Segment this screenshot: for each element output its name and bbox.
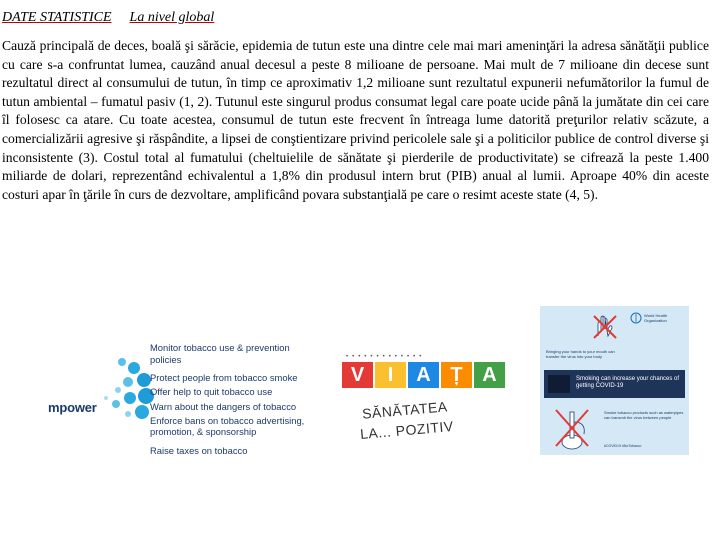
crossed-hand-icon: [590, 312, 620, 342]
mpower-item: Enforce bans on tobacco advertising, promotion, & sponsorship: [150, 414, 305, 438]
mpower-item: Warn about the dangers of tobacco: [150, 400, 297, 412]
viata-banner: [342, 362, 505, 388]
viata-letter-tile: Ț: [441, 362, 472, 388]
mpower-item: Offer help to quit tobacco use: [150, 386, 273, 398]
who-headline-bar: [544, 370, 685, 398]
who-text-hands: Bringing your hands to your mouth can transfer the virus into your body: [546, 349, 615, 359]
viata-letter-tile: A: [408, 362, 439, 388]
heading-title: DATE STATISTICE: [2, 10, 112, 25]
viata-slogan-line1: SĂNĂTATEA: [361, 398, 449, 422]
who-hashtags: #COVID19 #NoTobacco: [604, 444, 642, 448]
who-text-waterpipe: Smoke tobacco products such as waterpipes can transmit the virus between people: [604, 410, 684, 420]
viata-slogan-line2: LA... POZITIV: [359, 417, 455, 443]
section-heading: [2, 10, 214, 26]
mpower-logo: mpower: [48, 400, 97, 415]
who-org-name: World Health Organization: [644, 313, 668, 323]
viata-image: [340, 352, 510, 452]
who-emblem-icon: [630, 312, 642, 324]
mpower-item: Raise taxes on tobacco: [150, 444, 248, 456]
viata-dots-decoration: •••••••••••••: [346, 354, 426, 360]
mpower-list: [150, 342, 318, 457]
heading-subtitle: La nivel global: [129, 10, 215, 25]
viata-letter-tile: I: [375, 362, 406, 388]
viata-letter-tile: A: [474, 362, 505, 388]
mpower-item: Monitor tobacco use & prevention policies: [150, 342, 290, 365]
crossed-waterpipe-icon: [552, 402, 592, 452]
who-headline: Smoking can increase your chances of getting COVID-19: [576, 376, 680, 389]
viata-letter-tile: V: [342, 362, 373, 388]
who-photo-placeholder: [548, 375, 570, 393]
mpower-item: Protect people from tobacco smoke: [150, 372, 298, 383]
who-covid-poster: [540, 306, 689, 455]
statistics-paragraph: Cauză principală de deces, boală şi sărăcie, epidemia de tutun este una dintre cele mai mari ameninţări la adresa sănătăţii publice cu care s-a confruntat lumea, cauzând anual decesul a peste 8 milioane de persoane. Mai mult de 7 milioane din decese sunt rezultatul direct al consumului de tutun, în timp ce aproximativ 1,2 milioane sunt rezultatul expunerii nefumătorilor la fumul de tutun ambiental – fumatul pasiv (1, 2). Tutunul este singurul produs consumat legal care poate ucide până la jumătate din cei care îl folosesc ca atare. Cu toate acestea, consumul de tutun este frecvent în întreaga lume datorită preţurilor relativ scăzute, a comercializării agresive şi răspândite, a lipsei de conştientizare privind pericolele sale şi a politicilor publice de control diverse şi inconsistente (3). Costul total al fumatului (cheltuielile de sănătate şi pierderile de productivitate) se cifrează la peste 1.400 miliarde de dolari, reprezentând echivalentul a 1,8% din produsul intern brut (PIB) anual al lumii. Aproape 40% din aceste costuri apar în ţările în curs de dezvoltare, amplificând povara substanţială pe care o resimt aceste state (4, 5).: [2, 38, 709, 202]
mpower-image: [48, 340, 318, 470]
